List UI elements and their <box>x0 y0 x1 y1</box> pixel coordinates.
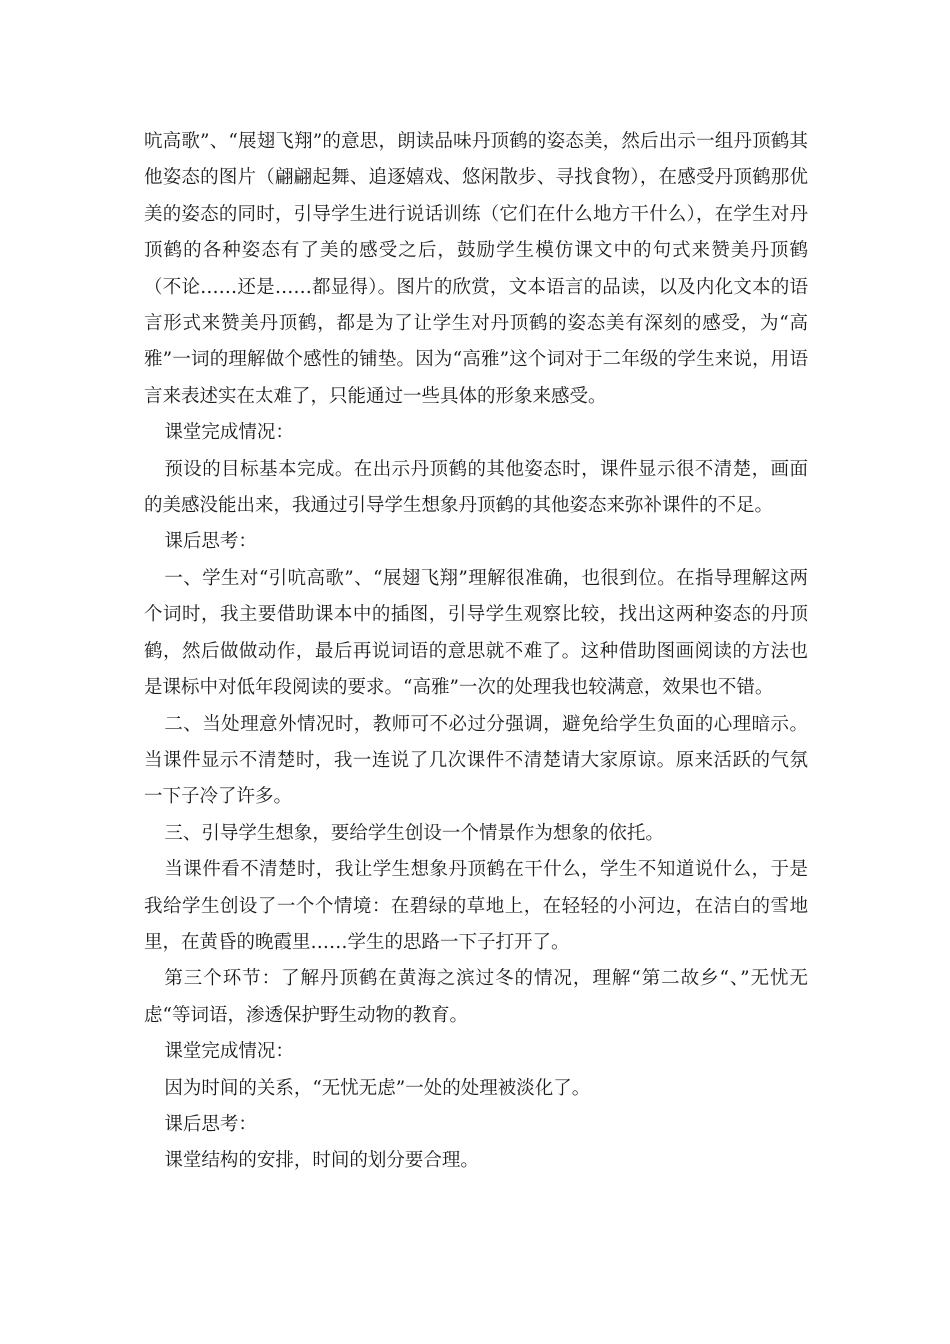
paragraph: 当课件看不清楚时，我让学生想象丹顶鹤在干什么，学生不知道说什么，于是我给学生创设了一个个情境：在碧绿的草地上，在轻轻的小河边，在洁白的雪地里，在黄昏的晚霞里……学生的思路一下子打开了。 <box>144 859 808 953</box>
paragraph: 二、当处理意外情况时，教师可不必过分强调，避免给学生负面的心理暗示。当课件显示不清楚时，我一连说了几次课件不清楚请大家原谅。原来活跃的气氛一下子冷了许多。 <box>144 713 808 808</box>
paragraph: 因为时间的关系，“无忧无虑”一处的处理被淡化了。 <box>164 1077 591 1099</box>
paragraph: 一、学生对“引吭高歌”、“展翅飞翔”理解很准确，也很到位。在指导理解这两个词时，我主要借助课本中的插图，引导学生观察比较，找出这两种姿态的丹顶鹤，然后做做动作，最后再说词语的意思就不难了。这种借助图画阅读的方法也是课标中对低年段阅读的要求。“高雅”一次的处理我也较满意，效果也不错。 <box>144 567 808 699</box>
paragraph: 三、引导学生想象，要给学生创设一个情景作为想象的依托。 <box>164 822 664 844</box>
heading-class-completion: 课堂完成情况： <box>164 422 294 444</box>
heading-reflection: 课后思考： <box>164 1113 257 1135</box>
paragraph: 第三个环节：了解丹顶鹤在黄海之滨过冬的情况，理解“第二故乡“、”无忧无虑“等词语，渗透保护野生动物的教育。 <box>144 968 808 1026</box>
document-body <box>144 124 808 1180</box>
paragraph-continued: 吭高歌”、“展翅飞翔”的意思，朗读品味丹顶鹤的姿态美，然后出示一组丹顶鹤其他姿态的图片（翩翩起舞、追逐嬉戏、悠闲散步、寻找食物），在感受丹顶鹤那优美的姿态的同时，引导学生进行说话训练（它们在什么地方干什么），在学生对丹顶鹤的各种姿态有了美的感受之后，鼓励学生模仿课文中的句式来赞美丹顶鹤（不论……还是……都显得）。图片的欣赏，文本语言的品读，以及内化文本的语言形式来赞美丹顶鹤，都是为了让学生对丹顶鹤的姿态美有深刻的感受，为“高雅”一词的理解做个感性的铺垫。因为“高雅”这个词对于二年级的学生来说，用语言来表述实在太难了，只能通过一些具体的形象来感受。 <box>144 131 808 407</box>
paragraph: 课堂结构的安排，时间的划分要合理。 <box>164 1150 479 1172</box>
heading-class-completion: 课堂完成情况： <box>164 1041 294 1063</box>
heading-reflection: 课后思考： <box>164 531 257 553</box>
paragraph: 预设的目标基本完成。在出示丹顶鹤的其他姿态时，课件显示很不清楚，画面的美感没能出来，我通过引导学生想象丹顶鹤的其他姿态来弥补课件的不足。 <box>144 458 808 517</box>
